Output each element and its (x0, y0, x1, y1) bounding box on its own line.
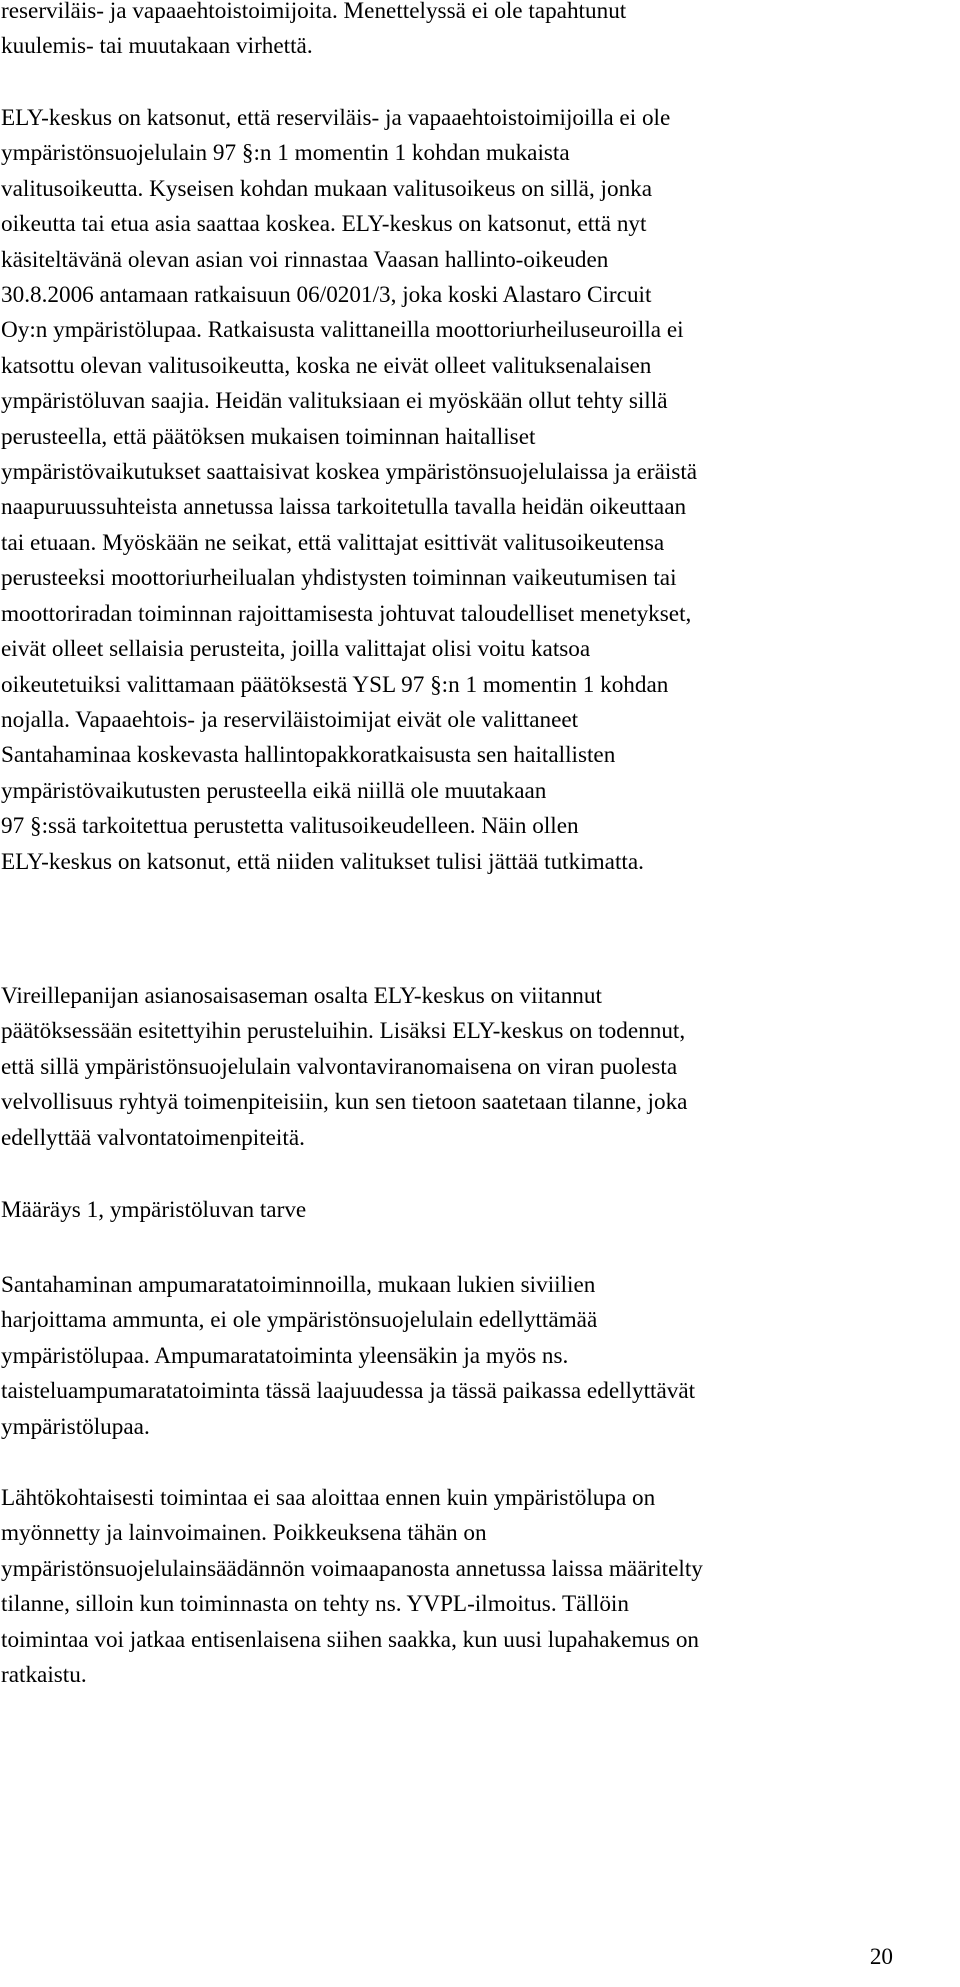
text-line: ympäristönsuojelulainsäädännön voimaapanosta annetussa laissa määritelty (1, 1555, 703, 1582)
text-line: käsiteltävänä olevan asian voi rinnastaa Vaasan hallinto-oikeuden (1, 246, 609, 273)
text-line: reserviläis- ja vapaaehtoistoimijoita. Menettelyssä ei ole tapahtunut (1, 0, 627, 24)
text-line: harjoittama ammunta, ei ole ympäristönsuojelulain edellyttämää (1, 1307, 598, 1334)
paragraph-ely-appeal-rights (1, 101, 956, 880)
text-line: tilanne, silloin kun toiminnasta on tehty ns. YVPL-ilmoitus. Tällöin (1, 1591, 629, 1618)
text-line: ELY-keskus on katsonut, että reserviläis- ja vapaaehtoistoimijoilla ei ole (1, 105, 671, 131)
text-line: päätöksessään esitettyihin perusteluihin. Lisäksi ELY-keskus on todennut, (1, 1018, 686, 1045)
paragraph-shooting-range-permit (1, 1268, 956, 1445)
text-line: Lähtökohtaisesti toimintaa ei saa aloittaa ennen kuin ympäristölupa on (1, 1485, 656, 1511)
text-line: ympäristönsuojelulain 97 §:n 1 momentin 1 kohdan mukaista (1, 140, 570, 167)
text-line: oikeutta tai etua asia saattaa koskea. ELY-keskus on katsonut, että nyt (1, 211, 647, 238)
text-line: kuulemis- tai muutakaan virhettä. (1, 33, 313, 60)
text-line: Santahaminaa koskevasta hallintopakkoratkaisusta sen haitallisten (1, 742, 616, 769)
text-line: ympäristölupaa. Ampumaratatoiminta yleensäkin ja myös ns. (1, 1342, 569, 1369)
text-line: taisteluampumaratatoiminta tässä laajuudessa ja tässä paikassa edellyttävät (1, 1378, 696, 1405)
paragraph-starting-conditions (1, 1481, 956, 1693)
text-line: 30.8.2006 antamaan ratkaisuun 06/0201/3, joka koski Alastaro Circuit (1, 282, 652, 309)
section-heading-text: Määräys 1, ympäristöluvan tarve (1, 1197, 307, 1223)
text-line: Santahaminan ampumaratatoiminnoilla, mukaan lukien siviilien (1, 1272, 596, 1298)
text-line: tai etuaan. Myöskään ne seikat, että valittajat esittivät valitusoikeutensa (1, 529, 665, 556)
text-line: velvollisuus ryhtyä toimenpiteisiin, kun sen tietoon saatetaan tilanne, joka (1, 1089, 688, 1116)
text-line: myönnetty ja lainvoimainen. Poikkeuksena tähän on (1, 1520, 487, 1547)
text-line: moottoriradan toiminnan rajoittamisesta johtuvat taloudelliset menetykset, (1, 600, 692, 627)
text-line: ratkaistu. (1, 1662, 87, 1689)
text-line: eivät olleet sellaisia perusteita, joilla valittajat olisi voitu katsoa (1, 636, 591, 663)
text-line: ympäristölupaa. (1, 1413, 150, 1440)
text-line: toimintaa voi jatkaa entisenlaisena siihen saakka, kun uusi lupahakemus on (1, 1626, 700, 1653)
page-number: 20 (869, 1944, 893, 1970)
text-line: valitusoikeutta. Kyseisen kohdan mukaan valitusoikeus on sillä, jonka (1, 175, 653, 202)
text-line: ympäristövaikutukset saattaisivat koskea ympäristönsuojelulaissa ja eräistä (1, 459, 698, 486)
text-line: että sillä ympäristönsuojelulain valvontaviranomaisena on viran puolesta (1, 1053, 678, 1080)
text-line: nojalla. Vapaaehtois- ja reserviläistoimijat eivät ole valittaneet (1, 706, 579, 733)
text-line: naapuruussuhteista annetussa laissa tarkoitetulla tavalla heidän oikeuttaan (1, 494, 687, 521)
text-line: Oy:n ympäristölupaa. Ratkaisusta valittaneilla moottoriurheiluseuroilla ei (1, 317, 684, 344)
text-line: katsottu olevan valitusoikeutta, koska ne eivät olleet valituksenalaisen (1, 352, 652, 379)
text-line: perusteella, että päätöksen mukaisen toiminnan haitalliset (1, 423, 536, 450)
text-line: edellyttää valvontatoimenpiteitä. (1, 1124, 305, 1151)
text-line: oikeutetuiksi valittamaan päätöksestä YSL 97 §:n 1 momentin 1 kohdan (1, 671, 669, 698)
text-line: 97 §:ssä tarkoitettua perustetta valitusoikeudelleen. Näin ollen (1, 813, 579, 840)
paragraph-initiator-status (1, 979, 956, 1156)
paragraph-intro (1, 0, 956, 65)
text-line: ympäristöluvan saajia. Heidän valituksiaan ei myöskään ollut tehty sillä (1, 388, 668, 415)
text-line: perusteeksi moottoriurheilualan yhdistysten toiminnan vaikeutumisen tai (1, 565, 677, 592)
text-line: ympäristövaikutusten perusteella eikä niillä ole muutakaan (1, 777, 547, 804)
text-line: Vireillepanijan asianosaisaseman osalta ELY-keskus on viitannut (1, 983, 602, 1009)
section-heading (1, 1193, 956, 1228)
text-line: ELY-keskus on katsonut, että niiden valitukset tulisi jättää tutkimatta. (1, 848, 644, 875)
